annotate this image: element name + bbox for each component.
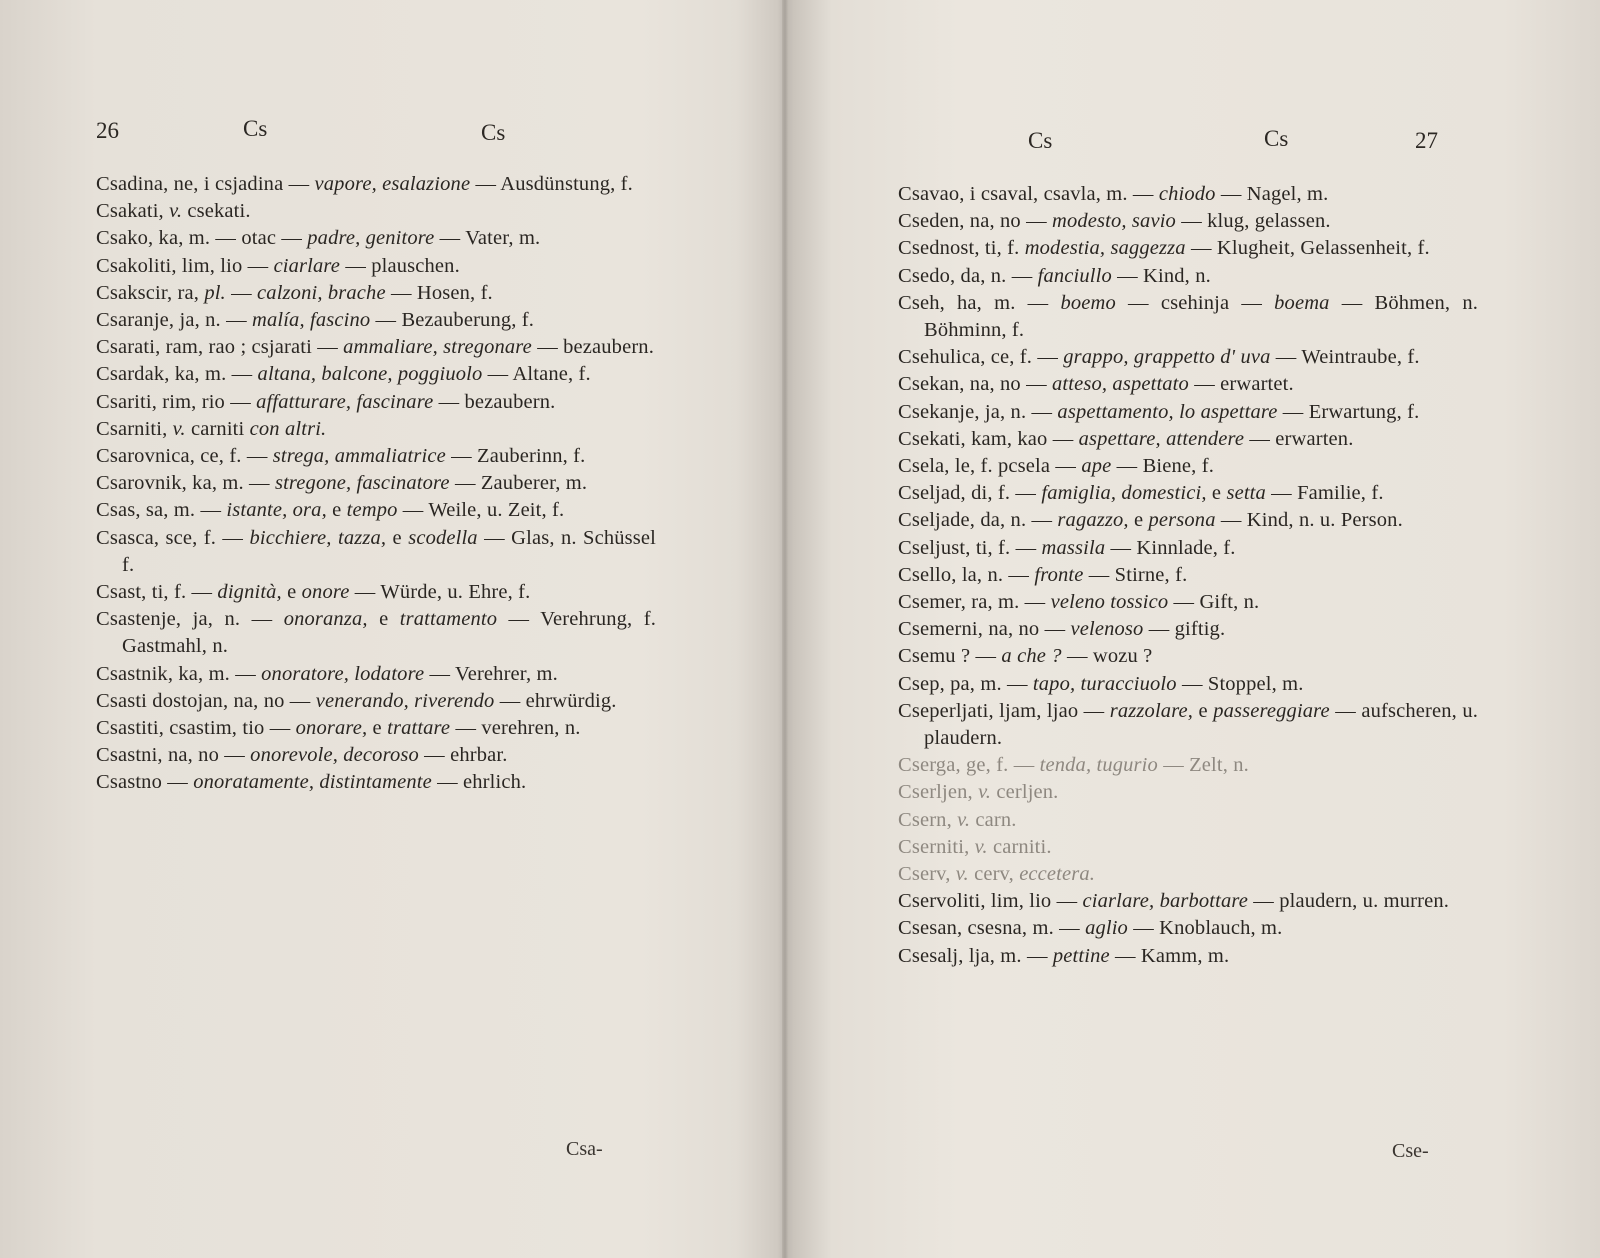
- entry-text: Csesan, csesna, m. —: [898, 917, 1086, 940]
- italian-text: dignità,: [217, 581, 282, 604]
- dictionary-entry: [96, 416, 656, 443]
- entry-text: carniti: [185, 417, 250, 440]
- italian-text: ammaliare, stregonare: [343, 336, 532, 359]
- dictionary-entry: [96, 688, 656, 715]
- entry-text: Csavao, i csaval, csavla, m. —: [898, 183, 1159, 205]
- italian-text: ragazzo,: [1057, 509, 1129, 532]
- dictionary-entry: [96, 307, 656, 334]
- entry-text: Csakscir, ra,: [96, 281, 205, 304]
- entry-text: — Erwartung, f.: [1277, 400, 1420, 423]
- entry-text: — klug, gelassen.: [1175, 210, 1331, 233]
- italian-text: tempo: [346, 499, 398, 522]
- entry-text: Csedo, da, n. —: [898, 264, 1038, 287]
- entry-text: — Weile, u. Zeit, f.: [397, 499, 565, 522]
- italian-text: vapore, esalazione: [314, 173, 471, 195]
- dictionary-entry: [898, 698, 1478, 752]
- italian-text: v.: [955, 863, 969, 886]
- dictionary-entry: [96, 579, 656, 606]
- italian-text: ciarlare: [273, 254, 341, 277]
- italian-text: tenda, tugurio: [1039, 754, 1158, 777]
- italian-text: padre, genitore: [307, 227, 435, 250]
- entry-text: — verehren, n.: [450, 717, 581, 740]
- entry-text: — Klugheit, Gelassenheit, f.: [1185, 237, 1430, 260]
- dictionary-entry: [898, 208, 1478, 235]
- entry-text: Csasti dostojan, na, no —: [96, 689, 316, 712]
- entry-text: e: [326, 499, 347, 522]
- dictionary-entry: [898, 507, 1478, 534]
- entry-text: Csarovnica, ce, f. —: [96, 445, 273, 468]
- italian-text: onore: [301, 581, 350, 604]
- italian-text: famiglia, domestici,: [1041, 482, 1207, 505]
- entry-text: Cserniti,: [898, 835, 975, 858]
- entry-text: carniti.: [987, 835, 1052, 858]
- header-right: Cs: [481, 120, 506, 145]
- entry-text: Csadina, ne, i csjadina —: [96, 173, 315, 195]
- entry-text: Csello, la, n. —: [898, 563, 1035, 586]
- italian-text: affatturare, fascinare: [256, 390, 434, 413]
- italian-text: massila: [1041, 536, 1106, 559]
- italian-text: fanciullo: [1037, 264, 1112, 287]
- dictionary-entry: [96, 225, 656, 252]
- italian-text: trattamento: [399, 608, 498, 631]
- dictionary-entry: [898, 371, 1478, 398]
- dictionary-entry: [96, 769, 656, 796]
- italian-text: altana, balcone, poggiuolo: [257, 363, 483, 386]
- entry-text: — wozu ?: [1061, 645, 1153, 668]
- entry-text: — Verehrer, m.: [424, 662, 558, 685]
- entry-text: — bezaubern.: [531, 336, 654, 359]
- left-page: [0, 0, 782, 1258]
- entry-text: — Würde, u. Ehre, f.: [349, 581, 531, 604]
- entry-text: — Hosen, f.: [385, 281, 493, 304]
- entry-text: Csastnik, ka, m. —: [96, 662, 262, 685]
- entry-text: Csastiti, csastim, tio —: [96, 717, 296, 740]
- italian-text: con altri.: [249, 417, 327, 440]
- entry-text: Csakati,: [96, 200, 170, 223]
- entry-text: — ehrwürdig.: [494, 689, 617, 712]
- italian-text: strega, ammaliatrice: [272, 445, 446, 468]
- dictionary-entry: [898, 671, 1478, 698]
- entry-text: Csemer, ra, m. —: [898, 591, 1051, 614]
- entry-text: Csakoliti, lim, lio —: [96, 254, 274, 277]
- entry-text: e: [281, 581, 302, 604]
- entry-text: Csesalj, lja, m. —: [898, 944, 1053, 967]
- entry-text: — Biene, f.: [1111, 455, 1214, 478]
- entry-text: Csela, le, f. pcsela —: [898, 455, 1082, 478]
- entry-text: Csekati, kam, kao —: [898, 427, 1079, 450]
- entry-text: Cseperljati, ljam, ljao —: [898, 699, 1110, 722]
- dictionary-entry: [898, 915, 1478, 942]
- dictionary-entry: [898, 616, 1478, 643]
- entry-text: — Bezauberung, f.: [370, 309, 535, 332]
- italian-text: ciarlare, barbottare: [1082, 890, 1249, 913]
- entry-text: — Familie, f.: [1265, 482, 1384, 505]
- entry-text: Csast, ti, f. —: [96, 581, 218, 604]
- dictionary-entry: [96, 334, 656, 361]
- dictionary-entry: [96, 253, 656, 280]
- entry-text: — Kind, n. u. Person.: [1215, 509, 1403, 532]
- italian-text: eccetera.: [1019, 863, 1096, 886]
- italian-text: a che ?: [1001, 645, 1062, 668]
- italian-text: onoranza,: [283, 608, 368, 631]
- entry-text: Csardak, ka, m. —: [96, 363, 258, 386]
- entry-text: — plauschen.: [340, 254, 460, 277]
- italian-text: v.: [169, 200, 183, 223]
- italian-text: boemo: [1060, 291, 1116, 314]
- entry-text: Cseljade, da, n. —: [898, 509, 1058, 532]
- entry-text: Csasca, sce, f. —: [96, 526, 250, 549]
- entry-text: — erwartet.: [1188, 373, 1294, 396]
- right-page: [788, 0, 1600, 1258]
- entry-text: — erwarten.: [1244, 427, 1354, 450]
- entry-text: — bezaubern.: [433, 390, 556, 413]
- entry-text: — Glas, n. Schüssel f.: [122, 526, 656, 576]
- dictionary-entry: [898, 779, 1478, 806]
- dictionary-entry: [96, 361, 656, 388]
- entry-text: Csarniti,: [96, 417, 173, 440]
- italian-text: tapo, turacciuolo: [1032, 672, 1177, 695]
- entry-text: — Nagel, m.: [1215, 183, 1329, 205]
- italian-text: v.: [974, 835, 988, 858]
- entry-text: — ehrbar.: [418, 744, 508, 767]
- dictionary-entry: [96, 742, 656, 769]
- entry-text: Csednost, ti, f.: [898, 237, 1025, 260]
- entry-text: e: [367, 717, 388, 740]
- italian-text: onorevole, decoroso: [250, 744, 419, 767]
- entry-text: — Stirne, f.: [1083, 563, 1188, 586]
- italian-text: trattare: [387, 717, 451, 740]
- italian-text: ape: [1081, 455, 1112, 478]
- header-left: Cs: [1028, 128, 1053, 153]
- dictionary-entry: [898, 943, 1478, 970]
- entry-text: — Vater, m.: [434, 227, 541, 250]
- italian-text: grappo, grappetto d' uva: [1063, 346, 1271, 369]
- entry-text: — giftig.: [1143, 618, 1226, 641]
- entry-text: e: [1206, 482, 1227, 505]
- italian-text: boema: [1274, 291, 1330, 314]
- italian-text: chiodo: [1158, 183, 1216, 205]
- italian-text: v.: [978, 781, 992, 804]
- entry-text: — Stoppel, m.: [1176, 672, 1304, 695]
- entry-text: Cseden, na, no —: [898, 210, 1052, 233]
- entry-text: Csas, sa, m. —: [96, 499, 227, 522]
- entry-text: Cseljad, di, f. —: [898, 482, 1042, 505]
- italian-text: persona: [1148, 509, 1216, 532]
- entry-text: e: [386, 526, 409, 549]
- page-number: 26: [96, 118, 119, 143]
- dictionary-entry: [898, 399, 1478, 426]
- dictionary-entry: [898, 562, 1478, 589]
- italian-text: v.: [172, 417, 186, 440]
- entry-text: Csarati, ram, rao ; csjarati —: [96, 336, 344, 359]
- entry-text: — aufscheren, u. plaudern.: [924, 699, 1478, 750]
- italian-text: velenoso: [1070, 618, 1144, 641]
- italian-text: istante, ora,: [226, 499, 327, 522]
- dictionary-entry: [898, 235, 1478, 262]
- dictionary-entry: [898, 480, 1478, 507]
- header-left: Cs: [243, 116, 268, 141]
- dictionary-entry: [898, 263, 1478, 290]
- dictionary-entry: [96, 198, 656, 225]
- dictionary-entry: [898, 834, 1478, 861]
- italian-text: stregone, fascinatore: [274, 472, 450, 495]
- entry-text: Cseljust, ti, f. —: [898, 536, 1042, 559]
- dictionary-entry: [96, 280, 656, 307]
- dictionary-entry: [898, 290, 1478, 344]
- entry-text: Csastenje, ja, n. —: [96, 608, 284, 631]
- dictionary-entry: [898, 861, 1478, 888]
- entry-text: Csep, pa, m. —: [898, 672, 1033, 695]
- page-number: 27: [1415, 128, 1438, 153]
- italian-text: modesto, savio: [1052, 210, 1176, 233]
- entry-text: — Zauberinn, f.: [445, 445, 586, 468]
- italian-text: scodella: [408, 526, 478, 549]
- italian-text: aglio: [1085, 917, 1128, 940]
- italian-text: pettine: [1052, 944, 1110, 967]
- dictionary-entry: [96, 497, 656, 524]
- entry-text: — plaudern, u. murren.: [1248, 890, 1450, 913]
- header-right: Cs: [1264, 126, 1289, 151]
- entry-text: Csemu ? —: [898, 645, 1002, 668]
- italian-text: passereggiare: [1213, 699, 1330, 722]
- italian-text: onoratamente, distintamente: [193, 771, 432, 794]
- italian-text: v.: [957, 808, 971, 831]
- entry-text: — Kinnlade, f.: [1105, 536, 1236, 559]
- entry-text: Csehulica, ce, f. —: [898, 346, 1064, 369]
- entry-text: cerv,: [968, 863, 1020, 886]
- italian-text: pl.: [204, 281, 226, 304]
- italian-text: onoratore, lodatore: [261, 662, 425, 685]
- entry-text: — Zelt, n.: [1157, 754, 1249, 777]
- entry-text: — Kind, n.: [1111, 264, 1211, 287]
- italian-text: malía, fascino: [252, 309, 371, 332]
- dictionary-entry: [898, 344, 1478, 371]
- italian-text: veleno tossico: [1050, 591, 1169, 614]
- entry-text: Csekanje, ja, n. —: [898, 400, 1058, 423]
- dictionary-entry: [96, 470, 656, 497]
- entry-text: Csariti, rim, rio —: [96, 390, 257, 413]
- entry-text: — Knoblauch, m.: [1127, 917, 1283, 940]
- entry-text: — Böhmen, n. Böhminn, f.: [924, 291, 1479, 342]
- entry-text: Csarovnik, ka, m. —: [96, 472, 275, 495]
- italian-text: bicchiere, tazza,: [249, 526, 387, 549]
- catchword: Cse-: [1392, 1140, 1429, 1162]
- dictionary-entry: [96, 171, 656, 198]
- entry-text: Csaranje, ja, n. —: [96, 309, 252, 332]
- entry-text: Csastni, na, no —: [96, 744, 251, 767]
- dictionary-entry: [898, 181, 1478, 208]
- entry-text: carn.: [970, 808, 1017, 831]
- italian-text: venerando, riverendo: [315, 689, 495, 712]
- entry-text: Csako, ka, m. — otac —: [96, 227, 308, 250]
- italian-text: aspettare, attendere: [1078, 427, 1245, 450]
- entry-text: — Ausdünstung, f.: [470, 173, 633, 195]
- entry-text: — csehinja —: [1115, 291, 1275, 314]
- entry-text: —: [225, 281, 258, 304]
- catchword: Csa-: [566, 1138, 603, 1160]
- entry-text: — Kamm, m.: [1109, 944, 1230, 967]
- dictionary-entry: [96, 525, 656, 579]
- entry-text: — Altane, f.: [482, 363, 591, 386]
- italian-text: onorare,: [295, 717, 368, 740]
- entry-text: — ehrlich.: [431, 771, 527, 794]
- dictionary-entry: [96, 715, 656, 742]
- dictionary-entry: [96, 661, 656, 688]
- dictionary-entry: [898, 643, 1478, 670]
- entry-text: e: [1128, 509, 1149, 532]
- italian-text: fronte: [1034, 563, 1084, 586]
- entry-text: — Weintraube, f.: [1270, 346, 1420, 369]
- entry-text: — Zauberer, m.: [449, 472, 588, 495]
- entry-text: — Gift, n.: [1168, 591, 1260, 614]
- dictionary-entry: [96, 443, 656, 470]
- entry-text: Cserga, ge, f. —: [898, 754, 1040, 777]
- italian-text: modestia, saggezza: [1024, 237, 1186, 260]
- entry-text: Csern,: [898, 808, 958, 831]
- entry-text: Csastno —: [96, 771, 194, 794]
- italian-text: setta: [1226, 482, 1266, 505]
- italian-text: aspettamento, lo aspettare: [1057, 400, 1278, 423]
- italian-text: calzoni, brache: [257, 281, 386, 304]
- dictionary-entry: [898, 453, 1478, 480]
- entry-text: e: [367, 608, 400, 631]
- entry-list: [96, 171, 656, 797]
- dictionary-entry: [898, 426, 1478, 453]
- entry-text: Csemerni, na, no —: [898, 618, 1071, 641]
- dictionary-entry: [898, 535, 1478, 562]
- entry-text: Csekan, na, no —: [898, 373, 1052, 396]
- entry-text: Cserljen,: [898, 781, 979, 804]
- italian-text: atteso, aspettato: [1052, 373, 1189, 396]
- entry-text: Cseh, ha, m. —: [898, 291, 1061, 314]
- dictionary-entry: [898, 807, 1478, 834]
- entry-list: [898, 181, 1478, 970]
- dictionary-entry: [96, 606, 656, 660]
- dictionary-entry: [898, 752, 1478, 779]
- dictionary-entry: [898, 589, 1478, 616]
- entry-text: e: [1193, 699, 1214, 722]
- entry-text: Cservoliti, lim, lio —: [898, 890, 1083, 913]
- entry-text: csekati.: [182, 200, 251, 223]
- entry-text: — Verehrung, f. Gastmahl, n.: [122, 608, 656, 658]
- dictionary-entry: [96, 389, 656, 416]
- entry-text: cerljen.: [991, 781, 1059, 804]
- entry-text: Cserv,: [898, 863, 956, 886]
- italian-text: razzolare,: [1109, 699, 1194, 722]
- dictionary-entry: [898, 888, 1478, 915]
